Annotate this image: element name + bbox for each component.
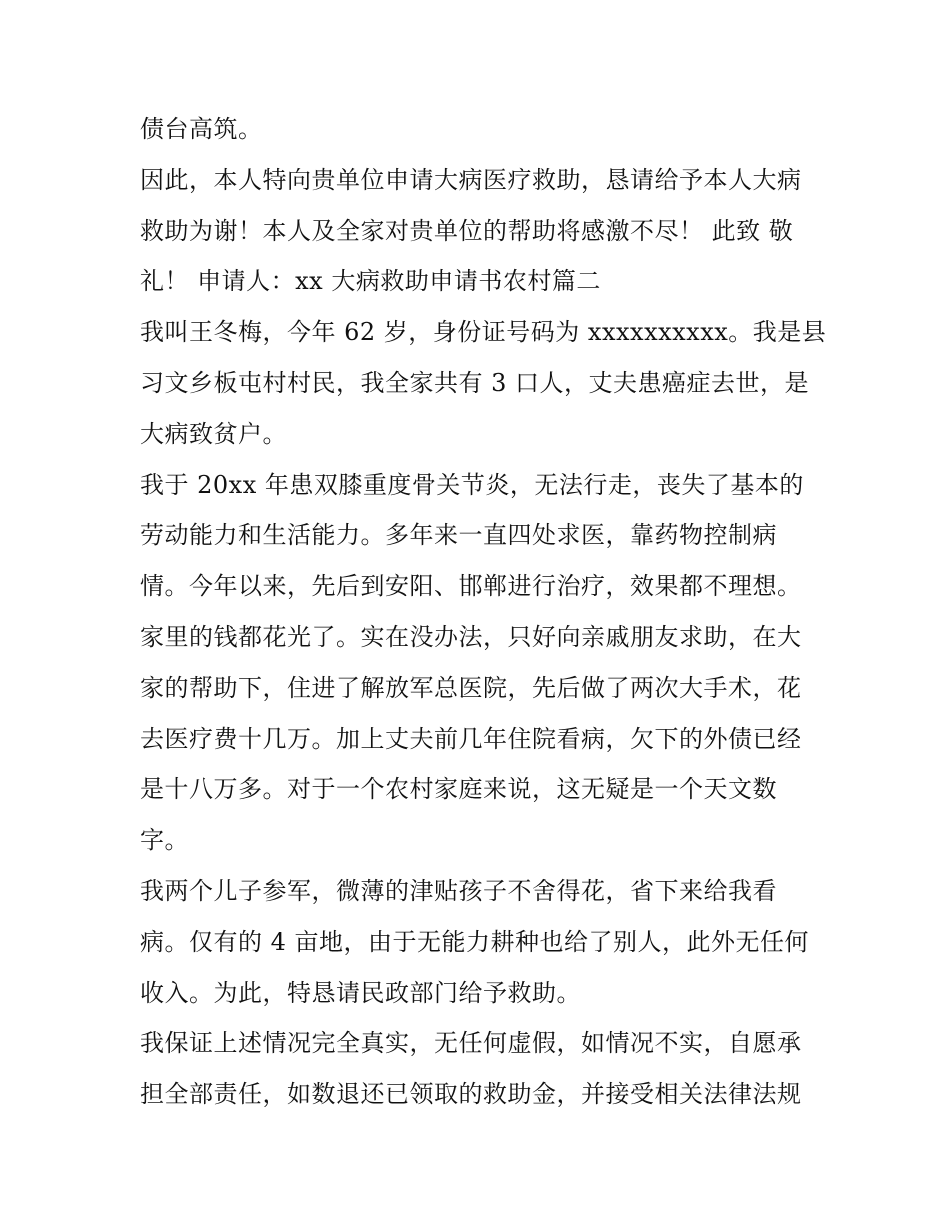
paragraph-1 (140, 104, 820, 155)
text-line: 情。今年以来，先后到安阳、邯郸进行治疗，效果都不理想。 (140, 572, 802, 601)
text-line: 救助为谢！本人及全家对贵单位的帮助将感激不尽！ 此致 敬 (140, 216, 794, 245)
paragraph-6 (140, 1018, 820, 1120)
text-line: 收入。为此，特恳请民政部门给予救助。 (140, 978, 581, 1007)
text-line: 习文乡板屯村村民，我全家共有 3 口人，丈夫患癌症去世，是 (140, 368, 810, 397)
paragraph-4 (140, 460, 820, 866)
text-line: 债台高筑。 (140, 115, 263, 143)
document-body (140, 104, 827, 1120)
text-line: 去医疗费十几万。加上丈夫前几年住院看病，欠下的外债已经 (140, 724, 802, 753)
text-line: 劳动能力和生活能力。多年来一直四处求医，靠药物控制病 (140, 521, 777, 550)
paragraph-2 (140, 155, 820, 307)
text-line: 家里的钱都花光了。实在没办法，只好向亲戚朋友求助，在大 (140, 622, 802, 651)
text-line: 是十八万多。对于一个农村家庭来说，这无疑是一个天文数 (140, 775, 777, 804)
paragraph-3 (140, 307, 827, 459)
text-line: 我两个儿子参军，微薄的津贴孩子不舍得花，省下来给我看 (140, 876, 777, 905)
text-line: 字。 (140, 826, 189, 855)
text-line: 大病致贫户。 (140, 419, 287, 448)
text-line: 因此，本人特向贵单位申请大病医疗救助，恳请给予本人大病 (140, 165, 802, 194)
text-line: 我叫王冬梅，今年 62 岁，身份证号码为 xxxxxxxxxx。我是县 (140, 318, 827, 347)
text-line: 礼！ 申请人：xx 大病救助申请书农村篇二 (140, 267, 601, 296)
text-line: 我于 20xx 年患双膝重度骨关节炎，无法行走，丧失了基本的 (140, 470, 804, 499)
text-line: 我保证上述情况完全真实，无任何虚假，如情况不实，自愿承 (140, 1029, 802, 1058)
paragraph-5 (140, 866, 820, 1018)
text-line: 病。仅有的 4 亩地，由于无能力耕种也给了别人，此外无任何 (140, 927, 810, 956)
text-line: 家的帮助下，住进了解放军总医院，先后做了两次大手术，花 (140, 673, 802, 702)
text-line: 担全部责任，如数退还已领取的救助金，并接受相关法律法规 (140, 1080, 802, 1109)
